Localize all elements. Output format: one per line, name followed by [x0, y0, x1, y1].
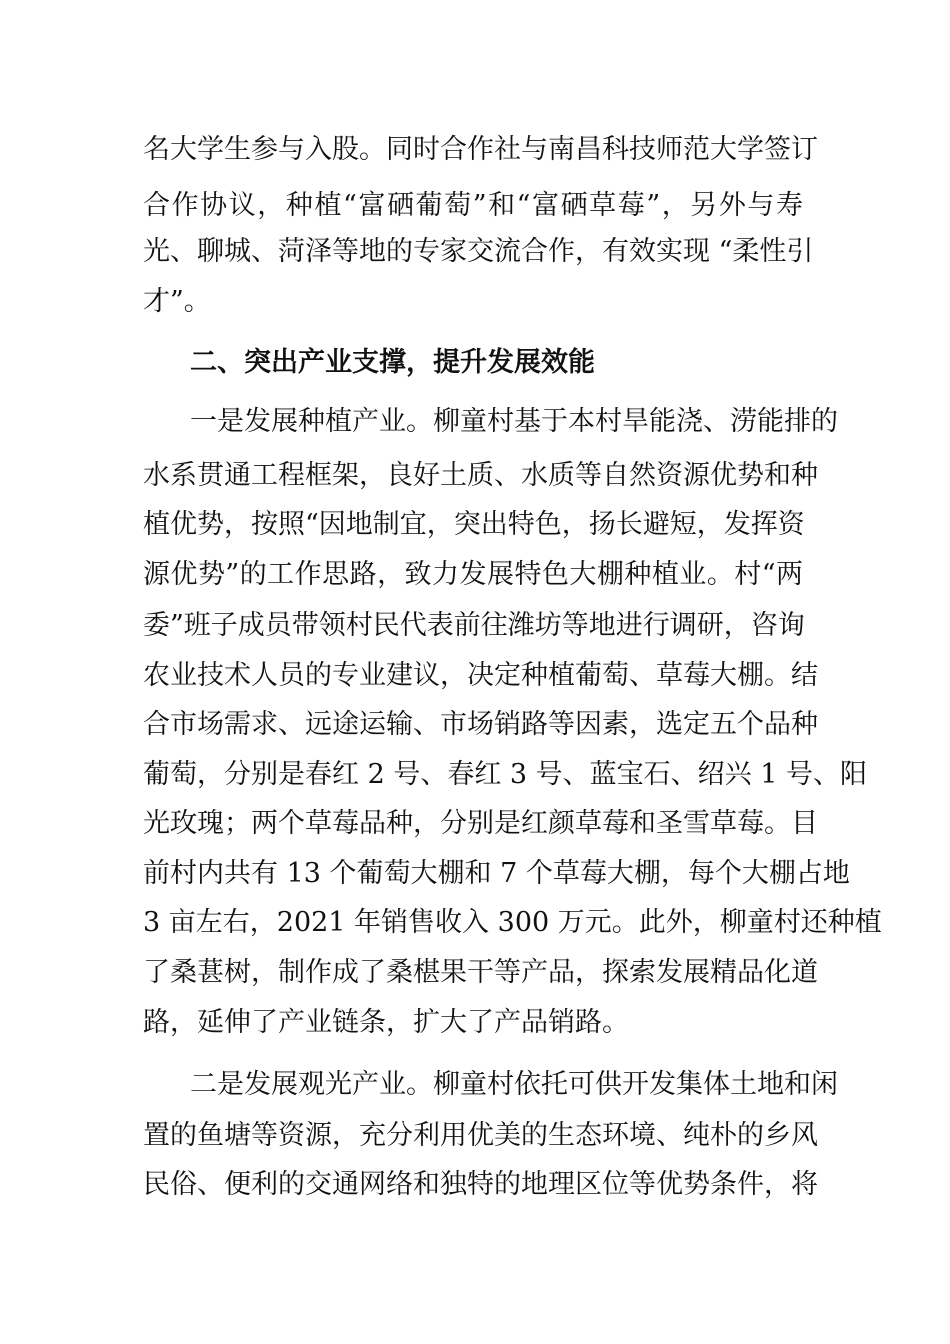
planting-line-4: 源优势”的工作思路，致力发展特色大棚种植业。村“两 [143, 559, 803, 590]
intro-line-1: 名大学生参与入股。同时合作社与南昌科技师范大学签订 [143, 134, 818, 165]
planting-line-10: 前村内共有 13 个葡萄大棚和 7 个草莓大棚，每个大棚占地 [143, 858, 850, 889]
tourism-line-2: 置的鱼塘等资源，充分利用优美的生态环境、纯朴的乡风 [143, 1120, 818, 1151]
planting-line-11: 3 亩左右，2021 年销售收入 300 万元。此外，柳童村还种植 [143, 907, 882, 938]
intro-line-2: 合作协议，种植“富硒葡萄”和“富硒草莓”，另外与寿 [143, 190, 803, 221]
planting-line-1: 一是发展种植产业。柳童村基于本村旱能浇、涝能排的 [190, 406, 838, 437]
planting-line-3: 植优势，按照“因地制宜，突出特色，扬长避短，发挥资 [143, 509, 805, 540]
intro-line-3: 光、聊城、菏泽等地的专家交流合作，有效实现 “柔性引 [143, 236, 814, 267]
planting-line-13: 路，延伸了产业链条，扩大了产品销路。 [143, 1007, 629, 1038]
section-heading: 二、突出产业支撑，提升发展效能 [190, 347, 595, 378]
planting-line-5: 委”班子成员带领村民代表前往潍坊等地进行调研，咨询 [143, 610, 805, 641]
tourism-line-1: 二是发展观光产业。柳童村依托可供开发集体土地和闲 [190, 1069, 838, 1100]
intro-line-4: 才”。 [143, 286, 211, 317]
planting-line-6: 农业技术人员的专业建议，决定种植葡萄、草莓大棚。结 [143, 660, 818, 691]
planting-line-7: 合市场需求、远途运输、市场销路等因素，选定五个品种 [143, 709, 818, 740]
planting-line-2: 水系贯通工程框架，良好土质、水质等自然资源优势和种 [143, 460, 818, 491]
planting-line-12: 了桑葚树，制作成了桑椹果干等产品，探索发展精品化道 [143, 957, 818, 988]
planting-line-9: 光玫瑰；两个草莓品种，分别是红颜草莓和圣雪草莓。目 [143, 808, 818, 839]
planting-line-8: 葡萄，分别是春红 2 号、春红 3 号、蓝宝石、绍兴 1 号、阳 [143, 759, 868, 790]
tourism-line-3: 民俗、便利的交通网络和独特的地理区位等优势条件，将 [143, 1169, 818, 1200]
